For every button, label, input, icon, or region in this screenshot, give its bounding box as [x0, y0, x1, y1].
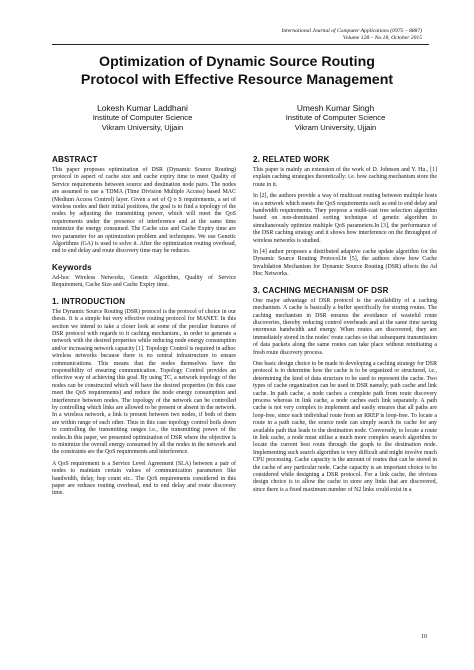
header-rule [52, 44, 429, 45]
right-column [253, 155, 437, 494]
paper-title [52, 53, 422, 89]
author-block-2 [248, 103, 423, 133]
title-line-1: Optimization of Dynamic Source Routing [99, 54, 375, 70]
introduction-paragraph-1: The Dynamic Source Routing (DSR) protocol is the protocol of choice in our thesis. It is a simple but very effective routing protocol for MANET. In this section we intend to take a closer look at some of the peculiar features of DSR protocol with regards to it caching mechanism., in order to generate a network with the desired properties while reducing node energy consumption and/or increasing network capacity [1]. Topology Control is required in adhoc wireless networks because there is no central infrastructure to ensure communications. This means that the nodes themselves have the responsibility of ensuring communication. Topology Control provides an effective way of achieving this goal. By using TC, a network topology of the nodes can be constructed which will have the desired properties (in this case meet the QoS requirements) and reduce the node energy consumption and interference between nodes. The topology of the network can be controlled by controlling which links are allowed to be present or absent in the network. In a wireless network, a link is present between two nodes, if both of them are within range of each other. Thus in this case topology control boils down to controlling the transmitting ranges i.e., the transmitting power of the nodes.In this paper, we presented optimization of DSR where the objective is to minimize the overall energy consumed by all the nodes in the network and the constraints are the QoS requirements and interference. [52, 308, 236, 456]
keywords-heading: Keywords [52, 262, 92, 272]
keywords-text: Ad-hoc Wireless Networks, Genetic Algorithm, Quality of Service Requirement, Cache Size and Cache Expiry time. [52, 274, 236, 289]
page-number: 10 [421, 634, 427, 640]
author-name: Lokesh Kumar Laddhani [97, 103, 188, 113]
introduction-heading: 1. INTRODUCTION [52, 296, 126, 306]
journal-header: International Journal of Computer Applications (0975 – 8887) [281, 28, 422, 34]
author-block-1 [55, 103, 230, 133]
author-university: Vikram University, Ujjain [101, 123, 184, 132]
abstract-heading: ABSTRACT [52, 155, 98, 164]
left-column [52, 155, 236, 498]
author-university: Vikram University, Ujjain [294, 123, 377, 132]
title-line-2: Protocol with Effective Resource Management [80, 72, 394, 88]
caching-heading: 3. CACHING MECHANISM OF DSR [253, 285, 389, 295]
volume-header: Volume 128 – No.18, October 2015 [342, 35, 422, 41]
author-name: Umesh Kumar Singh [296, 103, 375, 113]
related-work-heading: 2. RELATED WORK [253, 155, 330, 164]
related-work-paragraph-1: This paper is mainly an extension of the work of D. Johnson and Y. Hu., [1] explain caching strategies theoretically: i.e. how caching mechanism store the route in it. [253, 167, 437, 188]
caching-paragraph-2: One basic design choice to be made in developing a caching strategy for DSR protocol is to determine how the cache is to be organized or structured, i.e., determining the kind of data structure to be used to represent the cache. Two types of cache organization can be used in DSR namely; path cache and link cache. In path cache, a node caches a complete path from route discovery process whereas in link cache, a node caches each link separately. A path cache is not very complex to implement and easily ensures that all paths are loop-free, since each individual route from an RREP is loop-free. To locate a route in a path cache, the source node can simply search its cache for any available path that leads to the destination node. Conversely, to locate a route in link cache, a node must utilise a much more complex search algorithm to locate the current best route through the graph to the destination node. Implementing such search algorithm is very difficult and might involve much CPU processing. Cache capacity is the amount of routes that can be stored in the cache of any particular node. Cache capacity is an important choice to be considered while designing a DSR protocol. For a link cache, the obvious design choice is to allow the cache to store any links that are discovered, since there is a fixed maximum number of N2 links could exist in a [253, 360, 437, 493]
introduction-paragraph-2: A QoS requirement is a Service Level Agreement (SLA) between a pair of nodes to maintain certain values of communication parameters like bandwidth, delay, hop count etc.. The QoS requirements considered in this paper are reduses routing overhead, end to end delay and route discovery time. [52, 460, 236, 497]
related-work-paragraph-3: In [4] author proposes a distributed adaptive cache update algorithm for the Dynamic Source Routing Protocol.In [5], the authors show how Cache Invalidation Mechanism for Dynamic Source Routing (DSR) affects the Ad Hoc Networks. [253, 249, 437, 278]
caching-paragraph-1: One major advantage of DSR protocol is the availability of a caching mechanism. A cache is basically a buffer specifically for storing routes. The caching mechanism in DSR ensures the avoidance of wasteful route discoveries, thereby reducing control overheads and at the same time saving enormous bandwidth and energy. When routes are discovered, they are immediately stored in the nodes' route caches so that subsequent transmission of data packets along the same routes can take place without reinitiating a fresh route discovery process. [253, 297, 437, 356]
author-institute: Institute of Computer Science [285, 113, 386, 122]
author-institute: Institute of Computer Science [92, 113, 193, 122]
abstract-text: This paper proposes optimization of DSR (Dynamic Source Routing) protocol in aspect of cache size and cache expiry time to meet Quality of Service requirements between source and destination node pairs. The nodes are assumed to use a TDMA (Time Division Multiple Access) based MAC (Medium Access Control) layer. Given a set of Q o S requirements, a set of wireless nodes and their initial positions, the goal is to find a topology of the nodes by adjusting the transmitting power, which will meet the QoS requirements under the presence of interference and at the same time minimize the energy consumed. The Cache size and Cache Expiry time are two parameter for an optimization problem and techniques. We use Genetic Algorithms (GA) is used to solve it. After the optimization routing overhead, end to end delay and route discovery time may be reduces. [52, 167, 236, 255]
related-work-paragraph-2: In [2], the authors provide a way of multicast routing between multiple hosts on a network which meets the QoS requirements such as end to end delay and bandwidth requirements. They propose a multi-cast tree selection algorithm based on non-dominated sorting technique of genetic algorithm to simultaneously optimize multiple QoS parameters.In [3], the performance of the DSR caching strategy and it shows how interference on the throughput of wireless networks is studied. [253, 193, 437, 244]
